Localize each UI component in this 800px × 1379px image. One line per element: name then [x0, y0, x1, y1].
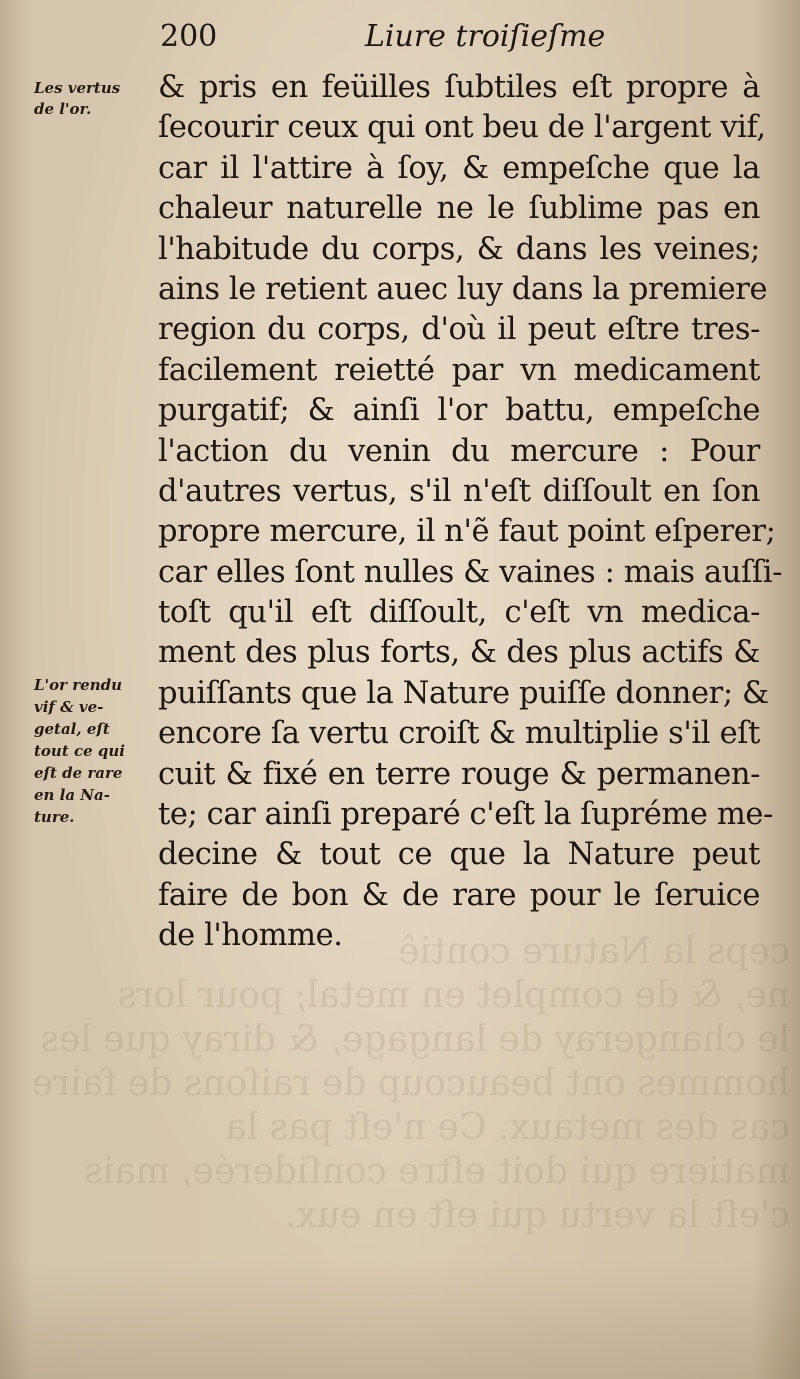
text-line: de l'homme. — [158, 918, 343, 954]
margin-note-virtues-of-gold — [34, 78, 160, 120]
text-line: l'action du venin du mercure : Pour — [158, 433, 760, 469]
text-line: d'autres vertus, s'il n'eſt diſſoult en ſon — [158, 473, 760, 509]
margin-note-line: ture. — [34, 808, 75, 826]
text-line: car elles ſont nulles & vaines : mais auſſi- — [158, 554, 783, 590]
main-text-block — [158, 68, 783, 957]
text-line: puiſſants que la Nature puiſſe donner; & — [158, 675, 769, 711]
text-line: ains le retient auec luy dans la premiere — [158, 271, 768, 307]
text-line: ment des plus forts, & des plus actifs & — [158, 635, 760, 671]
text-line: propre mercure, il n'ẽ faut point eſperer; — [158, 514, 776, 550]
show-through-text: ceps la Nature contiê ne, & de complet en metal; pour lors le changeray de langage, & diray que les hommes ont beaucoup de raiſons de faire cas des metaux. Ce n'eſt pas la matiere qui doit eſtre conſiderée, mais c'eſt la vertu qui eſt en eux. — [31, 931, 790, 1236]
margin-note-line: en la Na- — [34, 786, 110, 804]
margin-note-line: Les vertus — [34, 79, 121, 97]
text-line: purgatif; & ainſi l'or battu, empeſche — [158, 393, 760, 429]
text-line: l'habitude du corps, & dans les veines; — [158, 231, 760, 267]
running-title: Liure troiſieſme — [365, 19, 606, 54]
margin-note-line: de l'or. — [34, 100, 92, 118]
text-line: decine & tout ce que la Nature peut — [158, 837, 760, 873]
text-line: cuit & fixé en terre rouge & permanen- — [158, 756, 760, 792]
text-line: te; car ainſi preparé c'eſt la ſupréme me- — [158, 797, 773, 833]
text-line: car il l'attire à ſoy, & empeſche que la — [158, 150, 760, 186]
text-line: & pris en feüilles ſubtiles eſt propre à — [158, 70, 760, 105]
margin-note-living-gold — [34, 674, 160, 828]
text-line: chaleur naturelle ne le ſublime pas en — [158, 191, 760, 227]
text-line: region du corps, d'où il peut eſtre tres- — [158, 312, 760, 348]
text-line: faire de bon & de rare pour le ſeruice — [158, 877, 760, 913]
text-line: facilement reietté par vn medicament — [158, 352, 760, 388]
page-header — [160, 14, 620, 60]
page-number: 200 — [160, 19, 218, 54]
margin-note-line: tout ce qui — [34, 742, 125, 760]
margin-note-line: L'or rendu — [34, 676, 123, 694]
text-line: ſecourir ceux qui ont beu de l'argent vif, — [158, 110, 766, 146]
text-line: toſt qu'il eſt diſſoult, c'eſt vn medica- — [158, 595, 760, 631]
margin-note-line: vif & ve- — [34, 698, 104, 716]
text-line: encore ſa vertu croiſt & multiplie s'il eſt — [158, 716, 760, 752]
margin-note-line: eſt de rare — [34, 764, 123, 782]
margin-note-line: getal, eſt — [34, 720, 110, 738]
